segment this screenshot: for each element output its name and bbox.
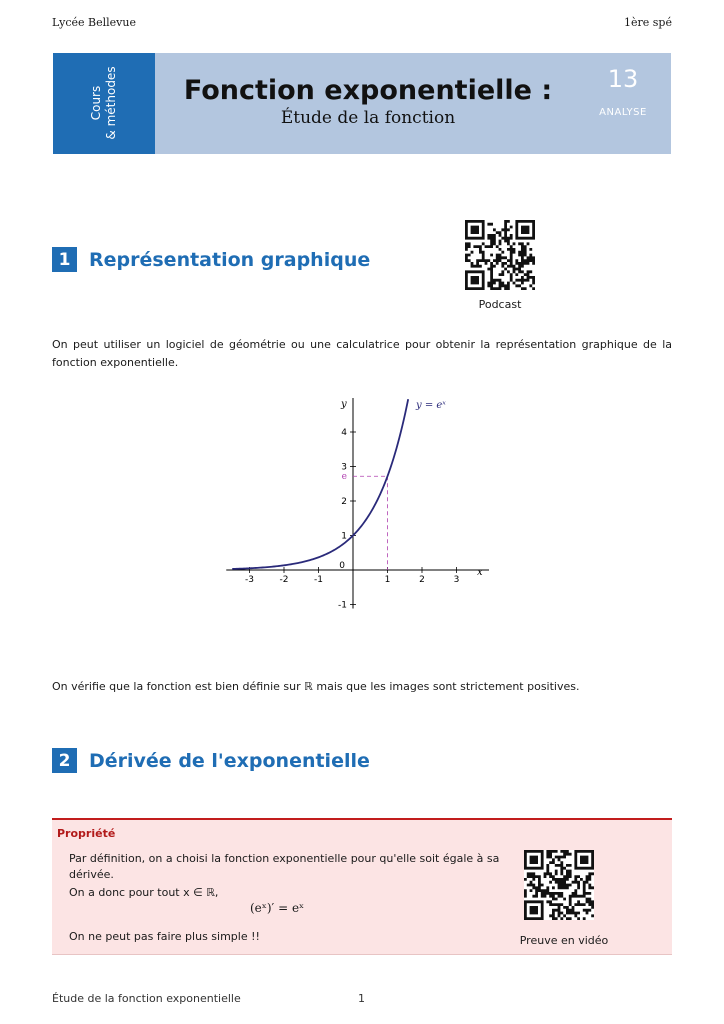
- qr-modules: [524, 850, 594, 920]
- section-1-heading: [52, 247, 370, 272]
- banner-side-text: [89, 66, 119, 139]
- banner-side-line2: & méthodes: [104, 66, 118, 140]
- page-title: Fonction exponentielle :: [183, 75, 553, 106]
- y-tick-label: 3: [341, 462, 347, 473]
- x-tick-label: 3: [453, 575, 460, 585]
- section-2-number: 2: [52, 748, 77, 773]
- x-tick-label: -3: [245, 575, 254, 585]
- x-tick-label: 2: [419, 575, 425, 585]
- qr-modules: [465, 220, 535, 290]
- chapter-number: 13: [607, 65, 639, 93]
- section-2-heading: [52, 748, 370, 773]
- x-axis-label: x: [477, 567, 483, 578]
- x-tick-label: -1: [314, 575, 323, 585]
- property-line-4: On ne peut pas faire plus simple !!: [69, 930, 260, 943]
- x-tick-label: -2: [279, 575, 289, 585]
- class-level: 1ère spé: [624, 16, 672, 29]
- positivity-text: On vérifie que la fonction est bien définie sur ℝ mais que les images sont strictement positives.: [52, 680, 580, 693]
- podcast-label: Podcast: [478, 298, 522, 311]
- origin-label: 0: [339, 561, 345, 571]
- school-name: Lycée Bellevue: [52, 16, 136, 29]
- property-title: Propriété: [57, 827, 116, 840]
- podcast-qr-code[interactable]: [465, 220, 535, 290]
- graph-intro-text: On peut utiliser un logiciel de géométrie ou une calculatrice pour obtenir la représentation graphique de la fonction exponentielle.: [52, 338, 672, 369]
- e-label: e: [341, 472, 347, 483]
- section-1-title: Représentation graphique: [89, 248, 371, 271]
- video-proof-label: Preuve en vidéo: [519, 934, 609, 947]
- property-line-3: On a donc pour tout x ∈ ℝ,: [69, 886, 219, 899]
- y-tick-label: 2: [341, 497, 347, 507]
- section-1-number: 1: [52, 247, 77, 272]
- banner-side-line1: Cours: [89, 85, 103, 121]
- banner-side-panel: [53, 53, 155, 154]
- video-proof-qr-code[interactable]: [524, 850, 594, 920]
- property-line-2: dérivée.: [69, 868, 114, 881]
- derivative-formula: (eˣ)′ = eˣ: [250, 901, 305, 915]
- property-line-1: Par définition, on a choisi la fonction exponentielle pour qu'elle soit égale à sa: [69, 852, 500, 865]
- exponential-curve: [232, 399, 408, 569]
- page-subtitle: Étude de la fonction: [280, 108, 456, 128]
- y-tick-label: 1: [341, 531, 347, 542]
- property-box: [52, 818, 672, 955]
- footer-title: Étude de la fonction exponentielle: [52, 992, 241, 1005]
- curve-label: y = eˣ: [416, 400, 446, 411]
- y-tick-label: 4: [341, 428, 347, 438]
- section-2-title: Dérivée de l'exponentielle: [89, 749, 370, 772]
- y-axis-label: y: [341, 399, 347, 410]
- exponential-graph: [225, 390, 510, 615]
- y-tick-label: -1: [338, 600, 347, 611]
- x-tick-label: 1: [384, 575, 391, 585]
- page-number: 1: [358, 992, 365, 1005]
- chapter-banner: [53, 53, 671, 154]
- chapter-tag: ANALYSE: [599, 107, 647, 118]
